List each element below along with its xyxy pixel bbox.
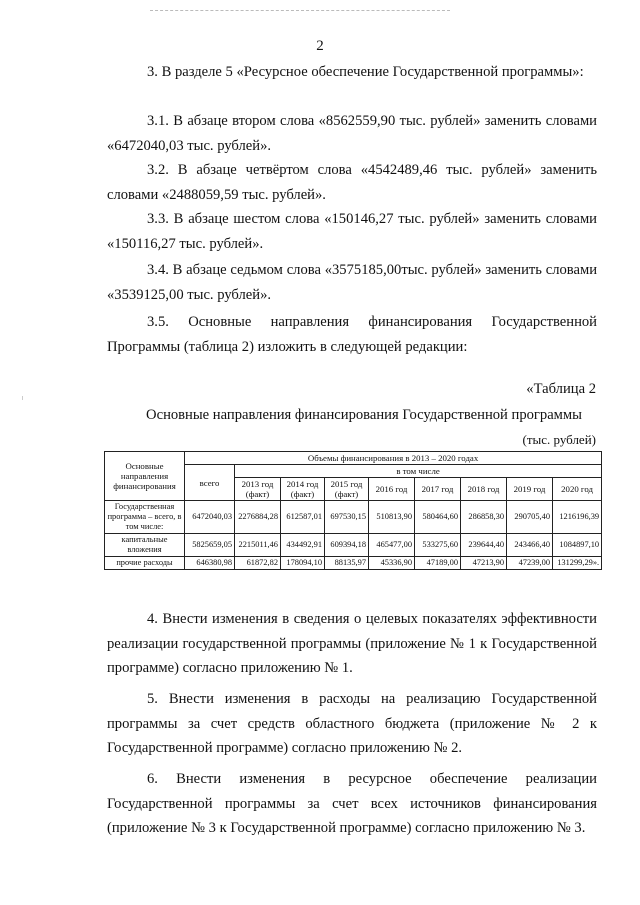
- header-year: 2014 год (факт): [281, 478, 325, 501]
- cell-value: 609394,18: [325, 534, 369, 557]
- cell-value: 88135,97: [325, 557, 369, 570]
- cell-value: 1216196,39: [553, 501, 602, 534]
- cell-value: 465477,00: [369, 534, 415, 557]
- cell-value: 286858,30: [461, 501, 507, 534]
- scan-mark: [22, 396, 23, 400]
- cell-value: 580464,60: [415, 501, 461, 534]
- row-label: прочие расходы: [105, 557, 185, 570]
- header-volumes: Объемы финансирования в 2013 – 2020 годах: [185, 452, 602, 465]
- paragraph-3-1: 3.1. В абзаце втором слова «8562559,90 тыс. рублей» заменить словами «6472040,03 тыс. рублей».: [107, 113, 597, 154]
- paragraph-3-3: 3.3. В абзаце шестом слова «150146,27 тыс. рублей» заменить словами «150116,27 тыс. рублей».: [107, 211, 597, 252]
- cell-value: 45336,90: [369, 557, 415, 570]
- paragraph-3-4: 3.4. В абзаце седьмом слова «3575185,00тыс. рублей» заменить словами «3539125,00 тыс. рублей».: [107, 262, 597, 303]
- table-row: [105, 501, 602, 534]
- header-total: всего: [185, 465, 235, 501]
- header-year: 2019 год: [507, 478, 553, 501]
- cell-value: 612587,01: [281, 501, 325, 534]
- cell-value: 290705,40: [507, 501, 553, 534]
- table-row: [105, 534, 602, 557]
- header-year: 2017 год: [415, 478, 461, 501]
- page-number: 2: [316, 38, 324, 54]
- cell-value: 61872,82: [235, 557, 281, 570]
- paragraph-3-5: 3.5. Основные направления финансирования Государственной Программы (таблица 2) изложить в следующей редакции:: [107, 314, 597, 355]
- cell-value: 2276884,28: [235, 501, 281, 534]
- row-label: Государственная программа – всего, в том числе:: [105, 501, 185, 534]
- cell-value: 5825659,05: [185, 534, 235, 557]
- table-row: [105, 557, 602, 570]
- table-title: Основные направления финансирования Государственной программы: [146, 407, 582, 423]
- cell-value: 646380,98: [185, 557, 235, 570]
- cell-value: 1084897,10: [553, 534, 602, 557]
- paragraph-3-2: 3.2. В абзаце четвёртом слова «4542489,46 тыс. рублей» заменить словами «2488059,59 тыс. рублей».: [107, 162, 597, 203]
- cell-value: 47239,00: [507, 557, 553, 570]
- header-year: 2013 год (факт): [235, 478, 281, 501]
- cell-value: 2215011,46: [235, 534, 281, 557]
- header-year: 2020 год: [553, 478, 602, 501]
- header-year: 2018 год: [461, 478, 507, 501]
- cell-value: 434492,91: [281, 534, 325, 557]
- paragraph-3: 3. В разделе 5 «Ресурсное обеспечение Государственной программы»:: [147, 64, 584, 80]
- header-year: 2016 год: [369, 478, 415, 501]
- header-including: в том числе: [235, 465, 602, 478]
- cell-value: 697530,15: [325, 501, 369, 534]
- table-caption: «Таблица 2: [526, 381, 596, 397]
- cell-value: 239644,40: [461, 534, 507, 557]
- financing-table: [104, 451, 602, 570]
- cell-value: 6472040,03: [185, 501, 235, 534]
- paragraph-6: 6. Внести изменения в ресурсное обеспечение реализации Государственной программы за счет всех источников финансирования (приложение № 3 к Государственной программе) согласно приложению № 3.: [107, 771, 597, 836]
- cell-value: 533275,60: [415, 534, 461, 557]
- table-unit: (тыс. рублей): [522, 432, 596, 447]
- cell-value: 510813,90: [369, 501, 415, 534]
- cell-value: 178094,10: [281, 557, 325, 570]
- header-main: Основные направления финансирования: [105, 452, 185, 501]
- paragraph-5: 5. Внести изменения в расходы на реализацию Государственной программы за счет средств областного бюджета (приложение № 2 к Государственной программе) согласно приложению № 2.: [107, 691, 597, 756]
- header-year: 2015 год (факт): [325, 478, 369, 501]
- top-scan-line: [150, 10, 450, 11]
- cell-value: 47213,90: [461, 557, 507, 570]
- table-header-row-1: [105, 452, 602, 465]
- cell-value: 131299,29».: [553, 557, 602, 570]
- row-label: капитальные вложения: [105, 534, 185, 557]
- paragraph-4: 4. Внести изменения в сведения о целевых показателях эффективности реализации государственной программы (приложение № 1 к Государственной программе) согласно приложению № 1.: [107, 611, 597, 676]
- cell-value: 47189,00: [415, 557, 461, 570]
- cell-value: 243466,40: [507, 534, 553, 557]
